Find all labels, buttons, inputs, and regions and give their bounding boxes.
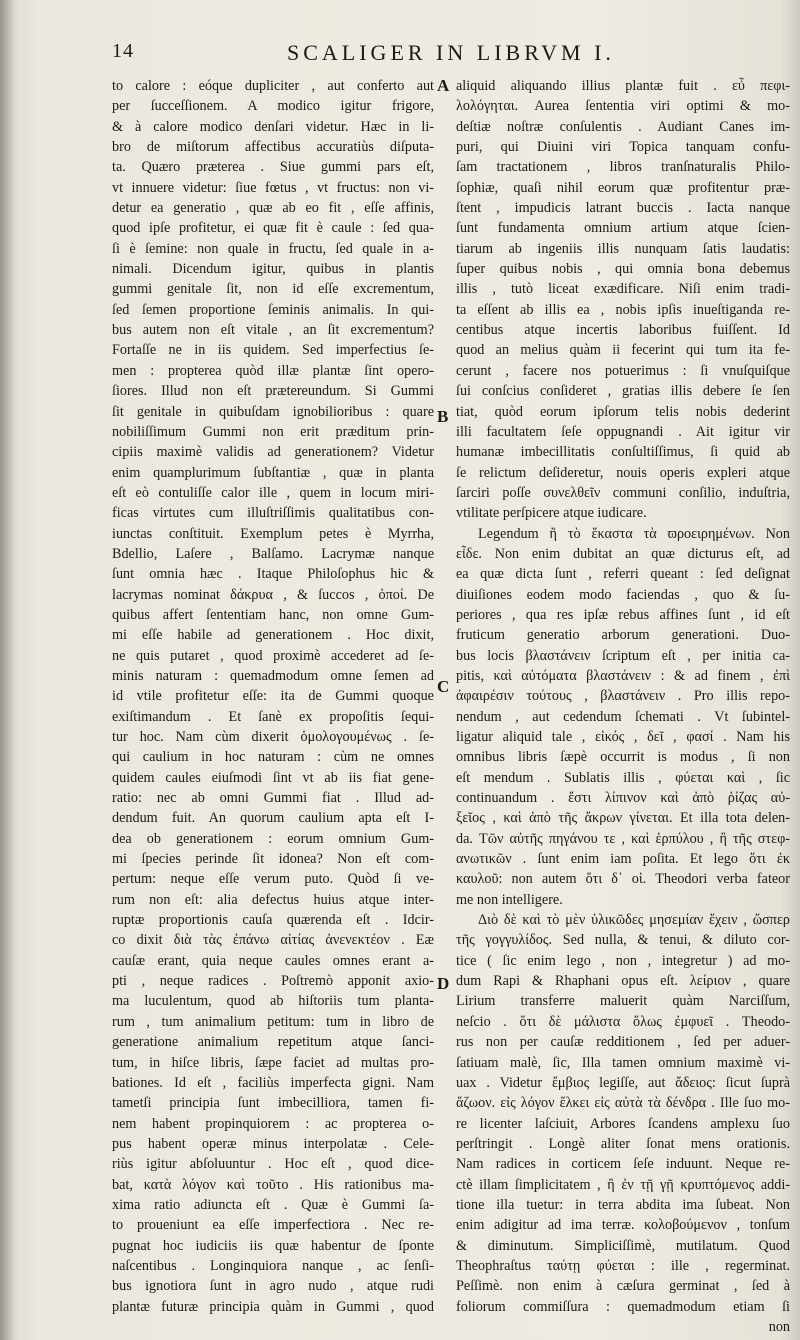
text-line: εἶδε. Non enim dubitat an quæ dicturus eſt, ad [456, 545, 790, 562]
text-line: rus non per cauſæ redditionem , ſed per aduer- [456, 1034, 790, 1051]
text-line: Nam radices in corticem ſeſe induunt. Neque re- [456, 1156, 790, 1173]
text-line: to calore : eóque dupliciter , aut conferto aut [112, 78, 434, 94]
text-line: continuandum . ἔστι λίπινον καὶ ἀπὸ ῥίζας αὐ- [456, 790, 790, 807]
text-line: bus ignotiora ſunt in agro nudo , atque rudi [112, 1278, 434, 1295]
text-line: riùs igitur abſoluuntur . Hoc eſt , quod dice- [112, 1156, 434, 1173]
text-line: iunctas conſtituit. Exemplum petes è Myrrha, [112, 525, 434, 542]
text-line: bus autem non eſt vitale , an ſit excrementum? [112, 322, 434, 339]
page-header [112, 40, 790, 76]
text-line: bationes. Id eſt , faciliùs imperfecta gigni. Nam [112, 1074, 434, 1091]
text-line: Legendum ἢ τὸ ἕκαστα τὰ ϖροειρημένων. Non [478, 525, 790, 542]
text-line: detur ea generatio , quæ ab eo fit , eſſe affinis, [112, 200, 434, 217]
right-paragraph-1 [456, 76, 790, 524]
text-line: dum Rapi & Rhaphani opus eſt. λείριον , quare [456, 973, 790, 990]
text-line: tiat, quòd eorum ipſorum telis nobis dederint [456, 403, 790, 420]
text-line: quibus affert ſententiam hanc, non omne Gum- [112, 606, 434, 623]
text-line: gummi genitale ſit, non id eſſe excrementum, [112, 281, 434, 298]
text-line: ta. Quæro præterea . Siue gummi pars eſt, [112, 159, 434, 176]
text-line: re licenter laſciuit, Arbores ſcandens amplexu ſuo [456, 1115, 790, 1132]
text-line: enim adigitur ad ima terræ. κολοβούμενον , tonſum [456, 1217, 790, 1234]
margin-letter-d: D [437, 974, 450, 993]
right-column [456, 76, 790, 1337]
text-line: uax . Videtur ἔμβιος legiſſe, aut ἄδειος: ſicut ſuprà [456, 1074, 790, 1091]
text-line: lacrymas nominat δάκρυα , & ſuccos , ὀποί. De [112, 586, 434, 603]
margin-letter-b: B [437, 407, 449, 426]
text-line: λολόγηται. Aurea ſententia viri optimi & mo- [456, 98, 790, 115]
text-line: tum, in hiſce libris, ſæpe faciet ad multas pro- [112, 1054, 434, 1071]
text-line: Fortaſſe ne in iis quidem. Sed imperfectius ſe- [112, 342, 434, 359]
text-line: eſt mendum . Sublatis illis , φύεται καὶ , ſic [456, 769, 790, 786]
text-line: co dixit διὰ τὰς ἐπάνω αἰτίας ἀνενεκτέον . Eæ [112, 932, 434, 949]
text-line: quod an melius quàm ii fecerint qui tum ita fe- [456, 342, 790, 359]
text-line: ſit genitale in quibuſdam ignobilioribus : quare [112, 403, 434, 420]
text-line: tice ( ſic enim lego , non , integretur ) ad mo- [456, 952, 790, 969]
text-line: tametſi principia ſunt imbecilliora, tamen fi- [112, 1095, 434, 1112]
text-line: tione illa tuetur: in terra abdita ima ſubeat. Non [456, 1196, 790, 1213]
text-line: vtilitate perſpicere atque iudicare. [456, 505, 647, 522]
text-line: ruptæ proportionis cauſa quærenda eſt . Idcir- [112, 912, 434, 929]
text-line: nendum , aut cedendum ſchemati . Vt ſubintel- [456, 708, 790, 725]
text-line: bat, κατὰ λόγον καὶ τοῦτο . His rationibus ma- [112, 1176, 434, 1193]
text-line: ξεῖος , καὶ ἀπὸ τῆς ἄκρων γίνεται. Et illa tota delen- [456, 810, 790, 827]
text-line: mi ſpecies perinde ſit idonea? Non eſt com- [112, 851, 434, 868]
text-line: diuiſiones eodem modo faciendas , quo & ſu- [456, 586, 790, 603]
text-line: ſe relictum deſideretur, nouis operis expleri atque [456, 464, 790, 481]
text-line: Lirium transferre maluerit quàm Narciſſum, [456, 993, 790, 1010]
text-line: enim quamplurimum ſubſtantiæ , quæ in planta [112, 464, 434, 481]
text-line: bus locis βλαστάνειν ſcriptum eſt , per initia ca- [456, 647, 790, 664]
text-line: illis , tutò liceat exædificare. Niſi enim tradi- [456, 281, 790, 298]
text-line: ficas virtutes cum illuſtriſſimis qualitatibus con- [112, 505, 434, 522]
text-line: & diminutum. Simpliciſſimè, mutilatum. Quod [456, 1237, 790, 1254]
text-line: pertum: neque eſſe verum puto. Quòd ſi ve- [112, 871, 434, 888]
text-line: foliorum commiſſura : quemadmodum etiam ſi [456, 1298, 790, 1315]
text-line: tur hoc. Nam cùm dixerit ὁμολογουμένως . ſe- [112, 729, 434, 745]
text-line: pus habent operæ minus interpolatæ . Cele- [112, 1135, 434, 1152]
text-line: ratio: nec ab omni Gummi fiat . Illud ad- [112, 790, 434, 807]
left-column [112, 76, 434, 1317]
text-line: pitis, καὶ αὐτόματα βλαστάνειν : & ad finem , ἐπὶ [456, 667, 790, 684]
text-line: Theophraſtus ταύτῃ φύεται : ille , regerminat. [456, 1257, 790, 1274]
text-line: rum , tum animalium petitum: tum in libro de [112, 1013, 434, 1030]
text-line: humanæ imbecillitatis conſultiſſimus, ſi quid ab [456, 444, 790, 461]
text-line: cauſæ erant, quia neque caules omnes erant a- [112, 952, 434, 969]
text-line: & à calore modico denſari videtur. Hæc in li- [112, 118, 434, 135]
text-line: me non intelligere. [456, 891, 563, 908]
text-line: fruticum generatio arborum generationi. Duo- [456, 627, 790, 644]
margin-letter-c: C [437, 677, 450, 696]
text-line: generatione animalium repetitum atque ſanci- [112, 1034, 434, 1051]
text-line: ea quæ dicta ſunt , referri queant : ſed deſignat [456, 566, 790, 583]
text-line: ἄζωον. εἰς λόγον ἕλκει εἰς αὐτὰ τὰ δένδρα . Ille ſuo mo- [456, 1095, 790, 1112]
text-line: ſarciri poſſe συνελθεῖν communi conſilio, induſtria, [456, 484, 790, 501]
text-line: ta eſſent ab illis ea , nobis ipſis inueſtiganda re- [456, 301, 790, 318]
text-line: ma luculentum, quod ab hiſtoriis tum planta- [112, 993, 434, 1010]
text-line: dendum fuit. An quorum caulium apta eſt I- [112, 810, 434, 827]
text-line: ſam tractationem , libros tranſnaturalis Philo- [456, 159, 790, 176]
text-line: men : propterea quòd illæ plantæ ſint opero- [112, 362, 434, 379]
margin-letter-a: A [437, 76, 450, 95]
text-line: qui caulium in hoc naturam : cùm ne omnes [112, 749, 434, 766]
right-paragraph-3 [456, 910, 790, 1317]
text-line: minis naturam : quemadmodum omne ſemen ad [112, 667, 434, 684]
text-line: ſatiuam malè, ſic, Illa tamen omnium maximè vi- [456, 1054, 790, 1071]
text-line: exiſtimandum . Et ſanè ex propoſitis ſequi- [112, 708, 434, 725]
page-number: 14 [112, 40, 134, 62]
text-line: ἀφαιρέσιν τούτους , βλαστάνειν . Pro illis repo- [456, 688, 790, 705]
text-line: illi facultatem ſeſe oppugnandi . Ait igitur vir [456, 423, 790, 440]
text-line: aliquid aliquando illius plantæ fuit . εὖ πεφι- [456, 78, 790, 94]
text-line: quidem caules eiuſmodi ſint vt ab iis fiat gene- [112, 769, 434, 786]
text-line: ſuper quibus nobis , qui omnia bona debemus [456, 261, 790, 278]
text-line: nimali. Dicendum igitur, quibus in plantis [112, 261, 434, 278]
text-line: ανωτικῶν . ſunt enim iam poſita. Et lego ὅτι ἐκ [456, 851, 790, 868]
text-line: per ſucceſſionem. A modico igitur frigore, [112, 98, 434, 115]
text-line: omnibus libris ſæpè occurrit is modus , ſi non [456, 749, 790, 766]
text-line: ſiores. Illud non eſt prætereundum. Si Gummi [112, 383, 434, 400]
text-line: rum non eſt: alia defectus huius atque inter- [112, 891, 434, 908]
text-line: ſophiæ, quaſi nihil eorum quæ profitentur præ- [456, 179, 790, 196]
text-line: xima ratio adiuncta eſt . Quæ è Gummi ſa- [112, 1196, 434, 1213]
text-line: ſed ſemen proportione ſeminis animalis. In qui- [112, 301, 434, 318]
text-line: ſi è ſemine: non quale in fructu, ſed quale in a- [112, 240, 434, 257]
text-line: pugnat hoc iudiciis iis quæ habentur de ſponte [112, 1237, 434, 1254]
text-line: mi eſſe habile ad generationem . Hoc dixit, [112, 627, 434, 644]
text-line: dea ob generationem : eorum omnium Gum- [112, 830, 434, 847]
text-line: nobiliſſimum Gummi non erit præditum prin- [112, 423, 434, 440]
text-line: perſtringit . Longè aliter ſonat mens orationis. [456, 1135, 790, 1152]
text-line: nem habent propinquiorem : ac propterea o- [112, 1115, 434, 1132]
text-line: puri, qui Diuini viri Topica tanquam confu- [456, 139, 790, 156]
text-line: deſtiæ noſtræ conſulentis . Audiant Canes im- [456, 118, 790, 135]
text-line: Bdellio, Laſere , Balſamo. Lacrymæ nanque [112, 545, 434, 562]
catchword: non [768, 1318, 790, 1335]
text-line: eſt eò contuliſſe calor ille , quem in locum miri- [112, 484, 434, 501]
text-line: Peſſimè. non enim à cæſura germinat , ſed à [456, 1278, 790, 1295]
text-line: ne quis putaret , quod proximè accederet ad ſe- [112, 647, 434, 664]
text-line: neſcio . ὅτι δὲ μάλιστα ὅλως ἐμφυεῖ . Theodo- [456, 1013, 790, 1030]
text-line: tiarum ab ingeniis illis nunquam ſatis laudatis: [456, 240, 790, 257]
text-line: pti , neque radices . Poſtremò apponit axio- [112, 973, 434, 990]
text-line: to proueniunt ea eſſe imperfectiora . Nec re- [112, 1217, 434, 1234]
text-line: ctè illam ſimplicitatem , ἢ ἐν τῇ γῇ κρυπτόμενος addi- [456, 1176, 790, 1193]
text-line: καυλοῦ: non autem ὅτι δ᾽ οἱ. Theodori verba fateor [456, 871, 790, 888]
text-line: ſunt fundamenta omnium artium atque ſcien- [456, 220, 790, 237]
text-line: da. Τῶν αὐτῆς πηγάνου τε , καὶ ἑρπύλου , ἢ τῆς στεφ- [456, 830, 790, 847]
text-line: ſtent , impudicis latrant buccis . Iacta nanque [456, 200, 790, 217]
text-line: ſunt omnia hæc . Itaque Philoſophus hic & [112, 566, 434, 583]
text-line: naſcentibus . Longinquiora nanque , ac ſenſi- [112, 1257, 434, 1274]
text-line: bro de miſtorum affectibus accuratiùs diſputa- [112, 139, 434, 156]
text-line: cipiis maximè validis ad generationem? Videtur [112, 444, 434, 461]
running-title: SCALIGER IN LIBRVM I. [287, 40, 615, 65]
text-line: vt innuere videtur: ſiue fœtus , vt fructus: non vi- [112, 179, 434, 196]
text-line: periores , qua res ipſæ rebus affines ſunt , id eſt [456, 606, 790, 623]
text-line: ſui conſcius conſideret , gratias illis debere ſe ſen [456, 383, 790, 400]
text-line: quod ipſe profitetur, ei quæ fit è caule : ſed qua- [112, 220, 434, 237]
text-line: centibus atque incertis laboribus fuiſſent. Id [456, 322, 790, 339]
text-line: cerunt , facere nos potuerimus : ſi vnuſquiſque [456, 362, 790, 379]
text-line: Διὸ δὲ καὶ τὸ μὲν ὑλικῶδες μησεμίαν ἔχειν , ὥσπερ [478, 912, 790, 929]
text-line: plantæ futuræ principia quàm in Gummi , quod [112, 1298, 434, 1315]
text-line: id vtile profitetur eſſe: ita de Gummi quoque [112, 688, 434, 705]
right-paragraph-2 [456, 524, 790, 911]
text-line: τῆς γογγυλίδος. Sed nulla, & tenui, & diluto cor- [456, 932, 790, 949]
gutter-shadow [0, 0, 18, 1340]
text-line: ligatur aliquid tale , εἰκός , δεῖ , φασί . Nam his [456, 729, 790, 745]
